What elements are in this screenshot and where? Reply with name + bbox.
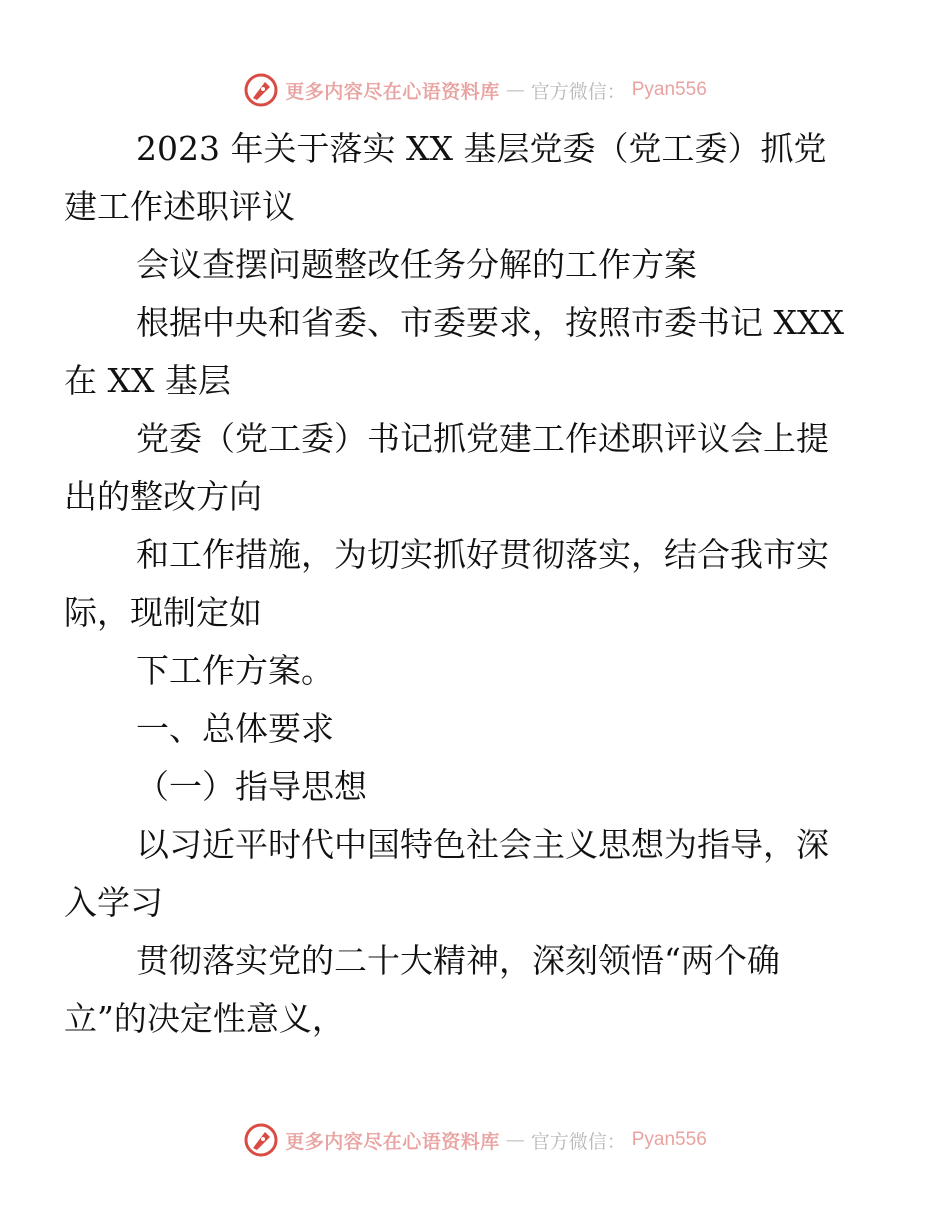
watermark-dash: — <box>505 79 525 101</box>
text-line: 以习近平时代中国特色社会主义思想为指导，深 <box>136 825 829 864</box>
watermark-wechat-id: Pyan556 <box>631 79 707 100</box>
text-line: 在 XX 基层 <box>64 361 231 400</box>
watermark-wechat-label: 官方微信： <box>530 80 626 103</box>
text-line: 建工作述职评议 <box>64 187 295 226</box>
pen-nib-logo-icon <box>243 1122 279 1158</box>
watermark-promo-text: 更多内容尽在心语资料库 <box>285 80 500 103</box>
section-heading <box>100 700 860 758</box>
text-line: 出的整改方向 <box>64 477 262 516</box>
header-watermark <box>0 70 950 110</box>
text-line: 2023 年关于落实 XX 基层党委（党工委）抓党 <box>136 129 827 168</box>
text-line: （一）指导思想 <box>136 767 367 806</box>
document-body <box>64 120 860 1048</box>
watermark-wechat-id: Pyan556 <box>631 1129 707 1150</box>
subsection-heading <box>100 758 860 816</box>
text-line: 根据中央和省委、市委要求，按照市委书记 XXX <box>136 303 844 342</box>
text-line: 下工作方案。 <box>136 651 334 690</box>
watermark-promo-text: 更多内容尽在心语资料库 <box>285 1130 500 1153</box>
pen-nib-logo-icon <box>243 72 279 108</box>
text-line: 党委（党工委）书记抓党建工作述职评议会上提 <box>136 419 829 458</box>
text-line: 和工作措施，为切实抓好贯彻落实，结合我市实 <box>136 535 829 574</box>
body-paragraph <box>64 526 860 642</box>
watermark-dash: — <box>505 1129 525 1151</box>
text-line: 际，现制定如 <box>64 593 262 632</box>
body-paragraph <box>100 642 860 700</box>
body-paragraph <box>64 410 860 526</box>
body-paragraph <box>64 816 860 932</box>
body-paragraph <box>64 294 860 410</box>
subtitle-paragraph <box>100 236 860 294</box>
text-line: 立”的决定性意义， <box>64 999 345 1038</box>
watermark-wechat-label: 官方微信： <box>530 1130 626 1153</box>
text-line: 一、总体要求 <box>136 709 334 748</box>
footer-watermark <box>0 1120 950 1160</box>
body-paragraph <box>64 932 860 1048</box>
text-line: 贯彻落实党的二十大精神，深刻领悟“两个确 <box>136 941 780 980</box>
title-paragraph <box>64 120 860 236</box>
text-line: 入学习 <box>64 883 163 922</box>
text-line: 会议查摆问题整改任务分解的工作方案 <box>136 245 697 284</box>
